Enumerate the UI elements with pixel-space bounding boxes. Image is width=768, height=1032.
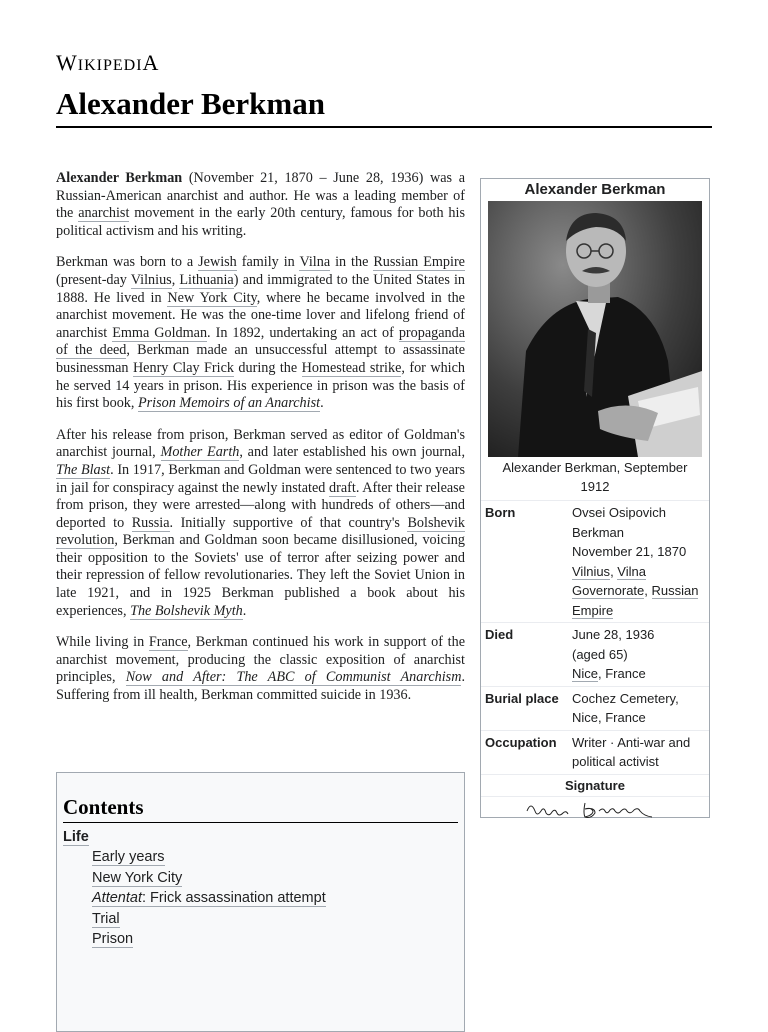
infobox-signature-label: Signature xyxy=(481,774,709,796)
text: ) and immigrated to the United States in 1888. He lived in xyxy=(56,271,465,306)
text: , where he became involved in the anarchist movement. He was the one-time lover and lifelong friend of anarchist xyxy=(56,289,465,341)
link-draft[interactable]: draft xyxy=(329,479,356,496)
toc-item-prison xyxy=(63,929,464,949)
wordmark-letter: W xyxy=(56,50,78,75)
toc-link-trial[interactable]: Trial xyxy=(92,910,120,927)
link-the-bolshevik-myth[interactable] xyxy=(130,603,243,620)
link-new-york-city[interactable]: New York City xyxy=(167,289,257,306)
born-name: Ovsei Osipovich Berkman xyxy=(572,505,666,540)
link-prison-memoirs[interactable] xyxy=(138,395,320,412)
link-text: Mother Earth xyxy=(160,444,240,461)
text: Berkman was born to a xyxy=(56,254,199,271)
text: . xyxy=(242,602,247,619)
text: . xyxy=(320,395,324,412)
wordmark-letter: A xyxy=(142,50,160,75)
died-place xyxy=(572,664,705,684)
link-jewish[interactable]: Jewish xyxy=(198,254,237,271)
link-vilnius[interactable]: Vilnius xyxy=(130,271,172,288)
link-now-and-after[interactable] xyxy=(126,669,462,686)
portrait-caption: Alexander Berkman, September 1912 xyxy=(502,460,688,494)
toc-item-attentat xyxy=(63,888,464,908)
toc-link-text: Attentat xyxy=(92,890,142,907)
portrait-photo[interactable] xyxy=(488,201,702,457)
toc-link-new-york-city[interactable]: New York City xyxy=(92,869,183,886)
link-russian-empire[interactable]: Russian Empire xyxy=(373,254,465,271)
died-date: June 28, 1936 xyxy=(572,627,655,642)
paragraph-lead xyxy=(56,170,465,240)
text: during the xyxy=(233,359,302,376)
infobox-label-burial: Burial place xyxy=(485,690,559,706)
text: in the xyxy=(330,254,374,271)
link-propaganda-of-the-deed[interactable]: propaganda of the deed xyxy=(56,324,465,359)
toc-item-early-years xyxy=(63,847,464,867)
subject-name: Alexander Berkman xyxy=(56,170,183,186)
link-the-blast[interactable] xyxy=(56,462,110,479)
text: , Berkman and Goldman soon became disillusioned, voicing their opposition to the Soviets' use of terror after seizing power and their repression of fellow revolutionaries. They left the Soviet Union in late 1921, and in 1925 Berkman published a book about his experiences, xyxy=(56,532,465,619)
text: , Berkman continued his work in support of the anarchist movement, producing the classic exposition of anarchist principles, xyxy=(56,634,465,686)
link-text: Now and After: The ABC of Communist Anarchism xyxy=(125,669,462,686)
text: . Suffering from ill health, Berkman committed suicide in 1936. xyxy=(56,669,465,704)
link-emma-goldman[interactable]: Emma Goldman xyxy=(112,324,208,341)
link-nice[interactable]: Nice xyxy=(572,666,599,681)
link-homestead-strike[interactable]: Homestead strike xyxy=(301,359,402,376)
link-vilnius-infobox[interactable]: Vilnius xyxy=(572,563,611,579)
toc-link-life[interactable]: Life xyxy=(63,829,89,845)
wikipedia-wordmark[interactable] xyxy=(56,50,159,76)
text: , Berkman made an unsuccessful attempt to assassinate businessman xyxy=(56,342,466,376)
link-text: The Blast xyxy=(56,461,111,478)
born-date: November 21, 1870 xyxy=(572,544,687,559)
text: While living in xyxy=(56,634,149,651)
toc-item-trial xyxy=(63,909,464,929)
text: . Initially supportive of that country's xyxy=(169,514,408,531)
born-place xyxy=(572,562,705,621)
link-russia[interactable]: Russia xyxy=(131,514,170,531)
paragraph-france xyxy=(56,634,465,704)
text: . In 1892, undertaking an act of xyxy=(207,324,399,341)
signature-image[interactable] xyxy=(481,797,709,825)
link-henry-clay-frick[interactable]: Henry Clay Frick xyxy=(132,359,234,376)
text: (November 21, 1870 – June 28, 1936) was a Russian-American anarchist and author. He was a leading member of the xyxy=(56,170,465,222)
wordmark-smallcaps: IKIPEDI xyxy=(77,57,143,74)
infobox-row-burial xyxy=(481,686,709,730)
text: , xyxy=(171,271,180,288)
toc-item-life xyxy=(63,827,464,847)
infobox-value-born xyxy=(572,503,705,620)
table-of-contents xyxy=(56,772,465,1032)
text: (present-day xyxy=(56,271,131,288)
text: . In 1917, Berkman and Goldman were sentenced to two years in jail for conspiracy against the newly instated xyxy=(56,461,465,496)
text: , xyxy=(610,563,618,579)
title-divider xyxy=(56,126,712,128)
infobox-signature xyxy=(481,796,709,825)
toc-title: Contents xyxy=(63,795,458,823)
toc-link-text: : Frick assassination attempt xyxy=(141,890,326,907)
toc-link-early-years[interactable]: Early years xyxy=(92,849,165,866)
link-france[interactable]: France xyxy=(148,634,188,651)
text: , xyxy=(644,583,652,598)
paragraph-early-life xyxy=(56,254,465,412)
link-anarchist[interactable]: anarchist xyxy=(78,205,130,222)
page-title: Alexander Berkman xyxy=(56,86,325,121)
toc-item-new-york-city xyxy=(63,868,464,888)
toc-link-attentat[interactable] xyxy=(92,890,326,907)
infobox-label-occupation: Occupation xyxy=(485,734,557,750)
infobox-row-died xyxy=(481,622,709,686)
text: . After their release from prison, they were arrested—along with hundreds of others—and deported to xyxy=(56,479,465,531)
paragraph-later-life xyxy=(56,427,465,621)
text: family in xyxy=(236,254,300,271)
text: , for which he served 14 years in prison. His experience in prison was the basis of his first book, xyxy=(56,359,465,412)
link-text: The Bolshevik Myth xyxy=(130,602,243,619)
infobox-title: Alexander Berkman xyxy=(524,181,666,198)
link-lithuania[interactable]: Lithuania xyxy=(179,271,234,288)
infobox-label-died: Died xyxy=(485,627,514,642)
infobox xyxy=(480,178,710,818)
link-mother-earth[interactable] xyxy=(161,444,240,461)
text: , and later established his own journal, xyxy=(239,444,465,461)
link-text: Prison Memoirs of an Anarchist xyxy=(137,395,321,412)
infobox-row-born xyxy=(481,500,709,622)
toc-link-prison[interactable]: Prison xyxy=(92,931,134,948)
text: , France xyxy=(598,666,646,681)
link-bolshevik-revolution[interactable]: Bolshevik revolution xyxy=(56,514,465,549)
infobox-value-occupation: Writer · Anti-war and political activist xyxy=(572,734,691,769)
toc-list xyxy=(63,827,464,949)
died-age: (aged 65) xyxy=(572,646,628,662)
article-body xyxy=(56,170,465,719)
link-vilna-governorate[interactable]: Vilna Governorate xyxy=(572,563,646,598)
link-vilna[interactable]: Vilna xyxy=(299,254,331,271)
infobox-label-born: Born xyxy=(485,505,516,520)
text: movement in the early 20th century, famous for both his political activism and his writing. xyxy=(56,205,465,239)
infobox-row-occupation xyxy=(481,730,709,774)
infobox-value-died xyxy=(572,625,705,684)
text: After his release from prison, Berkman served as editor of Goldman's anarchist journal, xyxy=(56,426,465,461)
infobox-value-burial: Cochez Cemetery, Nice, France xyxy=(572,690,679,725)
link-russian-empire-infobox[interactable]: Russian Empire xyxy=(572,583,699,618)
